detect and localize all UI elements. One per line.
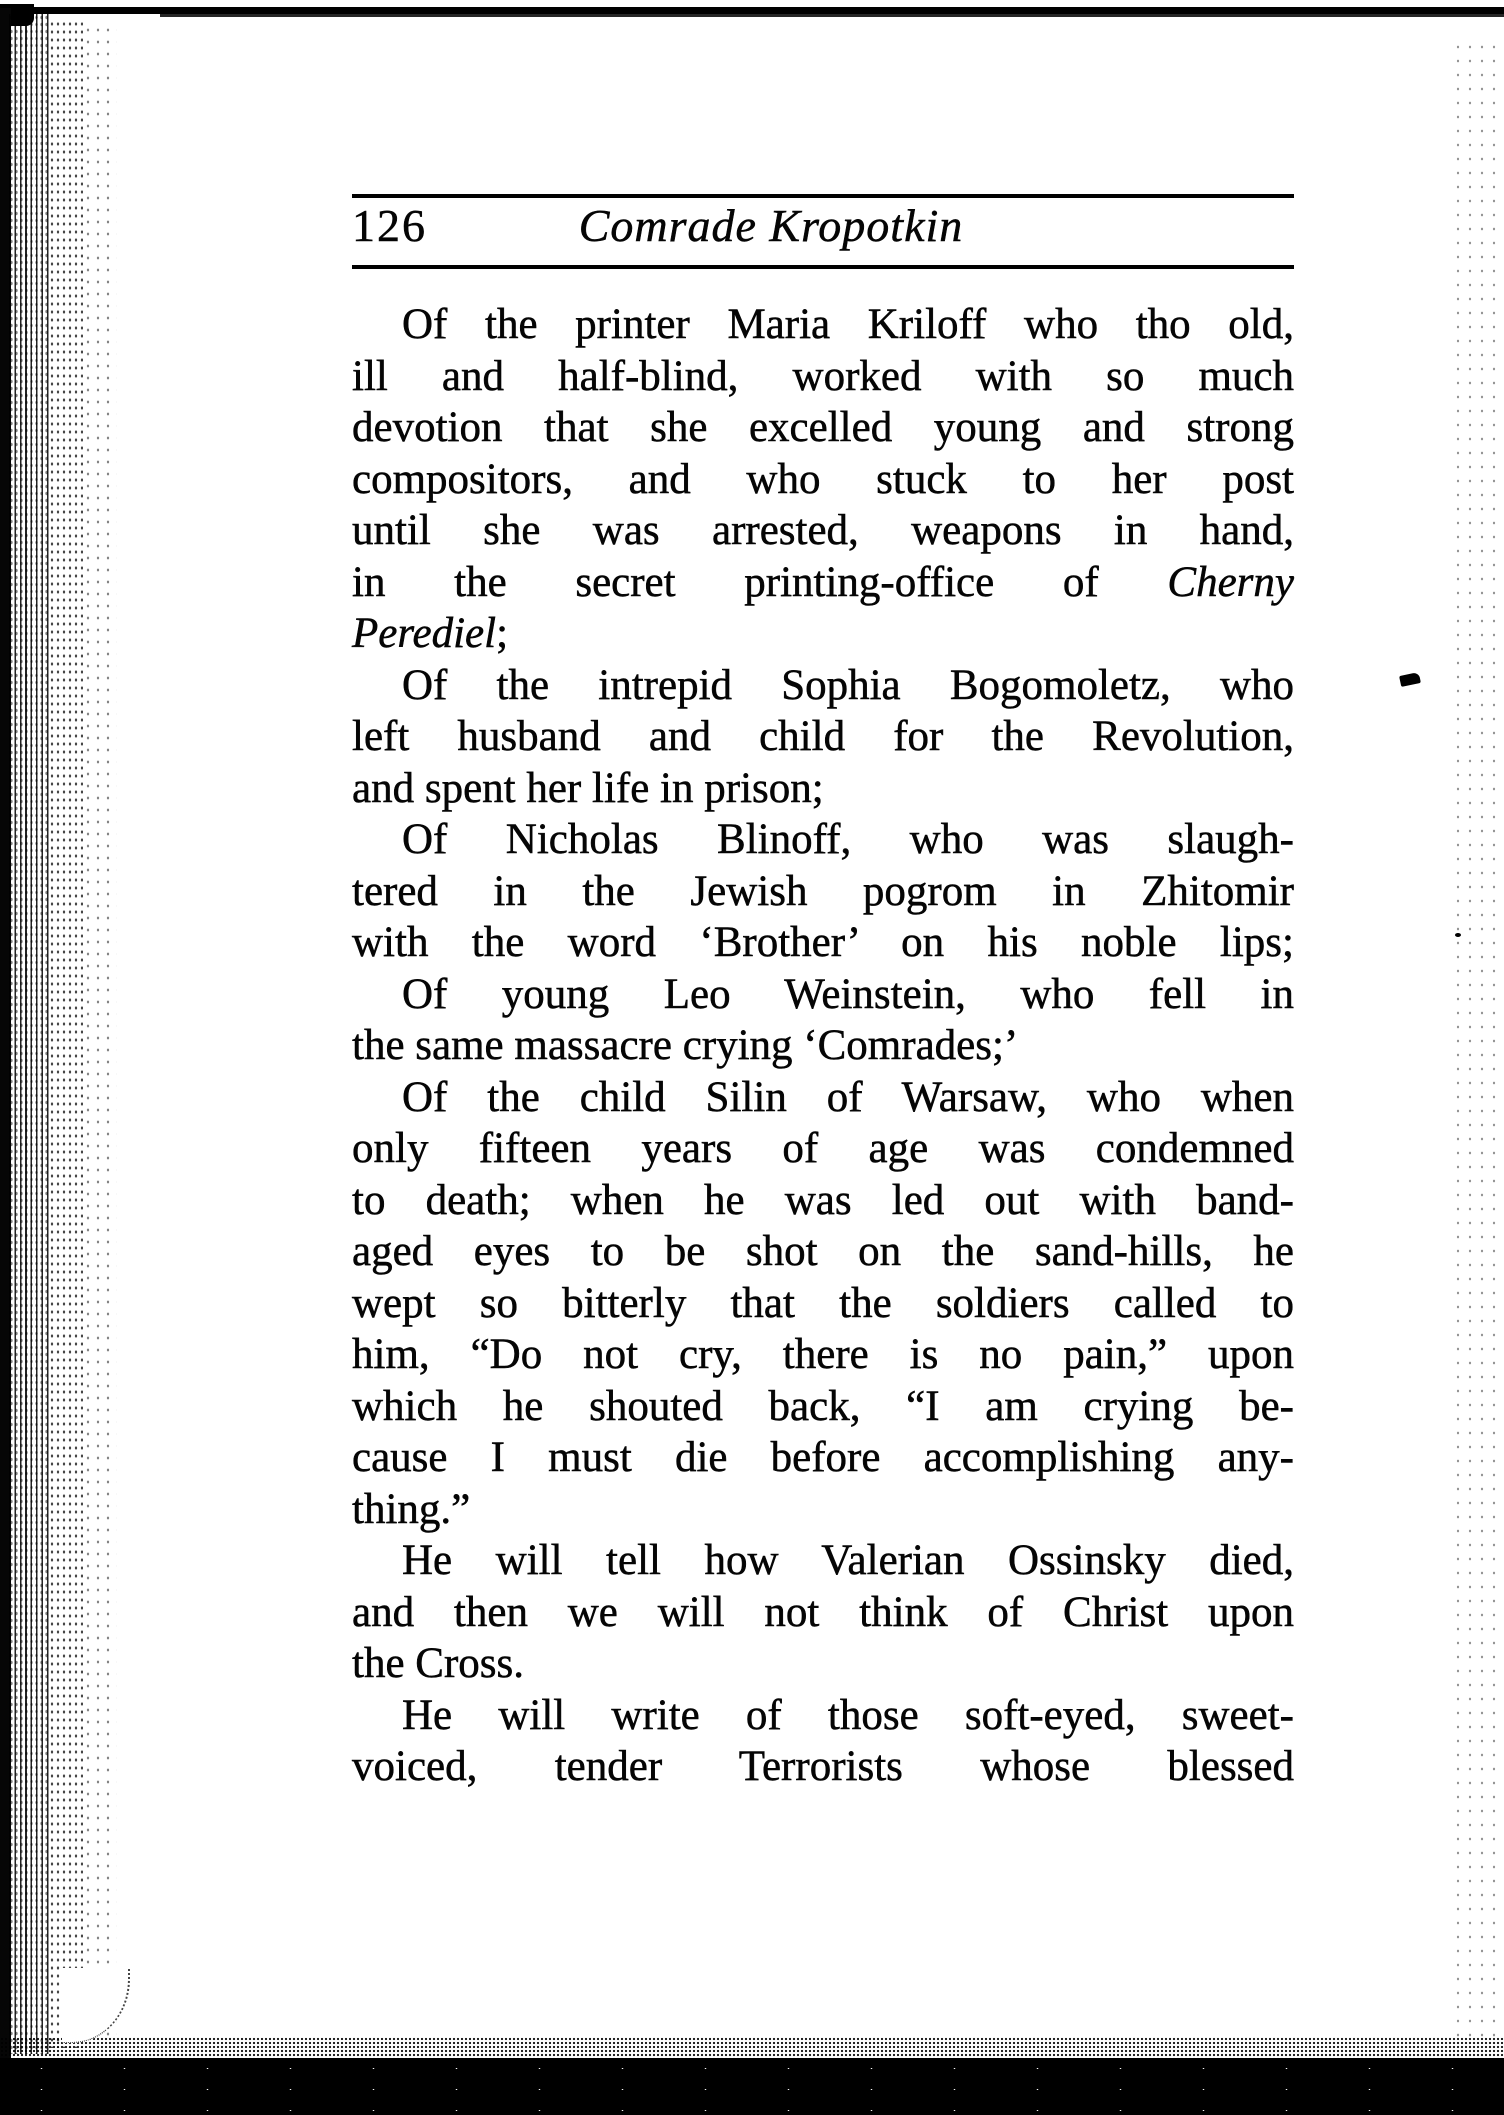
text-segment: until she was arrested, weapons in hand, [352,507,1294,554]
text-segment: devotion that she excelled young and strong [352,404,1294,451]
text-segment: Of the child Silin of Warsaw, who when [402,1073,1294,1121]
stray-ink-mark [1399,672,1421,687]
text-segment: in the secret printing-office of [352,558,1168,606]
text-segment: only fifteen years of age was condemned [352,1125,1294,1172]
text-segment: He will tell how Valerian Ossinsky died, [402,1537,1294,1584]
italic-text: Perediel [352,610,497,657]
text-segment: to death; when he was led out with band- [352,1176,1294,1224]
binding-texture-medium [49,20,83,2048]
body-line [352,1587,1294,1639]
body-line [352,763,1294,815]
body-line [352,1329,1294,1381]
body-line [352,402,1294,454]
body-line [352,608,1294,660]
text-segment: him, “Do not cry, there is no pain,” upon [352,1331,1294,1378]
text-segment: the same massacre crying ‘Comrades;’ [352,1022,1019,1069]
text-segment: with the word ‘Brother’ on his noble lips; [352,919,1294,966]
body-line [352,1381,1294,1433]
text-segment: voiced, tender Terrorists whose blessed [352,1743,1294,1790]
body-line [352,1432,1294,1484]
scan-top-edge-line [0,7,1504,14]
body-line [352,1484,1294,1536]
italic-text: Cherny [1167,558,1294,606]
text-segment: Of young Leo Weinstein, who fell in [402,970,1294,1018]
text-segment: and spent her life in prison; [352,764,824,812]
text-segment: cause I must die before accomplishing any- [352,1434,1294,1481]
running-title: Comrade Kropotkin [578,200,964,251]
body-line [352,1175,1294,1227]
text-segment: He will write of those soft-eyed, sweet- [402,1691,1294,1739]
page-curl [62,1968,130,2043]
stray-ink-dot [1455,933,1461,937]
text-segment: wept so bitterly that the soldiers called to [352,1279,1294,1327]
body-line [352,1638,1294,1690]
text-segment: left husband and child for the Revolution, [352,713,1294,760]
body-line [352,1123,1294,1175]
body-line [352,557,1294,609]
text-segment: and then we will not think of Christ upon [352,1588,1294,1636]
scan-top-edge-line-thin [160,14,1504,17]
header-rule-top [352,194,1294,198]
body-line [352,454,1294,506]
bottom-black-band [0,2058,1504,2115]
header-rule-bottom [352,265,1294,269]
body-line [352,351,1294,403]
body-text [352,299,1294,1793]
text-segment: ; [496,610,509,657]
text-segment: thing.” [352,1485,471,1533]
text-segment: Of the printer Maria Kriloff who tho old, [402,301,1294,348]
body-line [352,505,1294,557]
text-segment: ill and half-blind, worked with so much [352,352,1294,400]
text-segment: compositors, and who stuck to her post [352,455,1294,503]
body-line [352,1278,1294,1330]
page-right-edge-stipple [1452,40,1504,2040]
page-number: 126 [352,200,427,251]
text-segment: Of the intrepid Sophia Bogomoletz, who [402,661,1294,709]
body-line [352,1226,1294,1278]
body-line [352,660,1294,712]
body-line [352,1741,1294,1793]
body-line [352,969,1294,1021]
binding-texture-light [83,24,117,2044]
binding-texture-dense [9,14,49,2054]
body-line [352,299,1294,351]
body-line [352,1072,1294,1124]
text-segment: aged eyes to be shot on the sand-hills, he [352,1228,1294,1275]
body-line [352,711,1294,763]
text-segment: which he shouted back, “I am crying be- [352,1382,1294,1430]
body-line [352,1020,1294,1072]
body-line [352,866,1294,918]
text-segment: the Cross. [352,1640,524,1687]
body-line [352,917,1294,969]
text-segment: Of Nicholas Blinoff, who was slaugh- [402,816,1294,863]
body-line [352,1535,1294,1587]
body-line [352,1690,1294,1742]
text-segment: tered in the Jewish pogrom in Zhitomir [352,867,1294,915]
body-line [352,814,1294,866]
